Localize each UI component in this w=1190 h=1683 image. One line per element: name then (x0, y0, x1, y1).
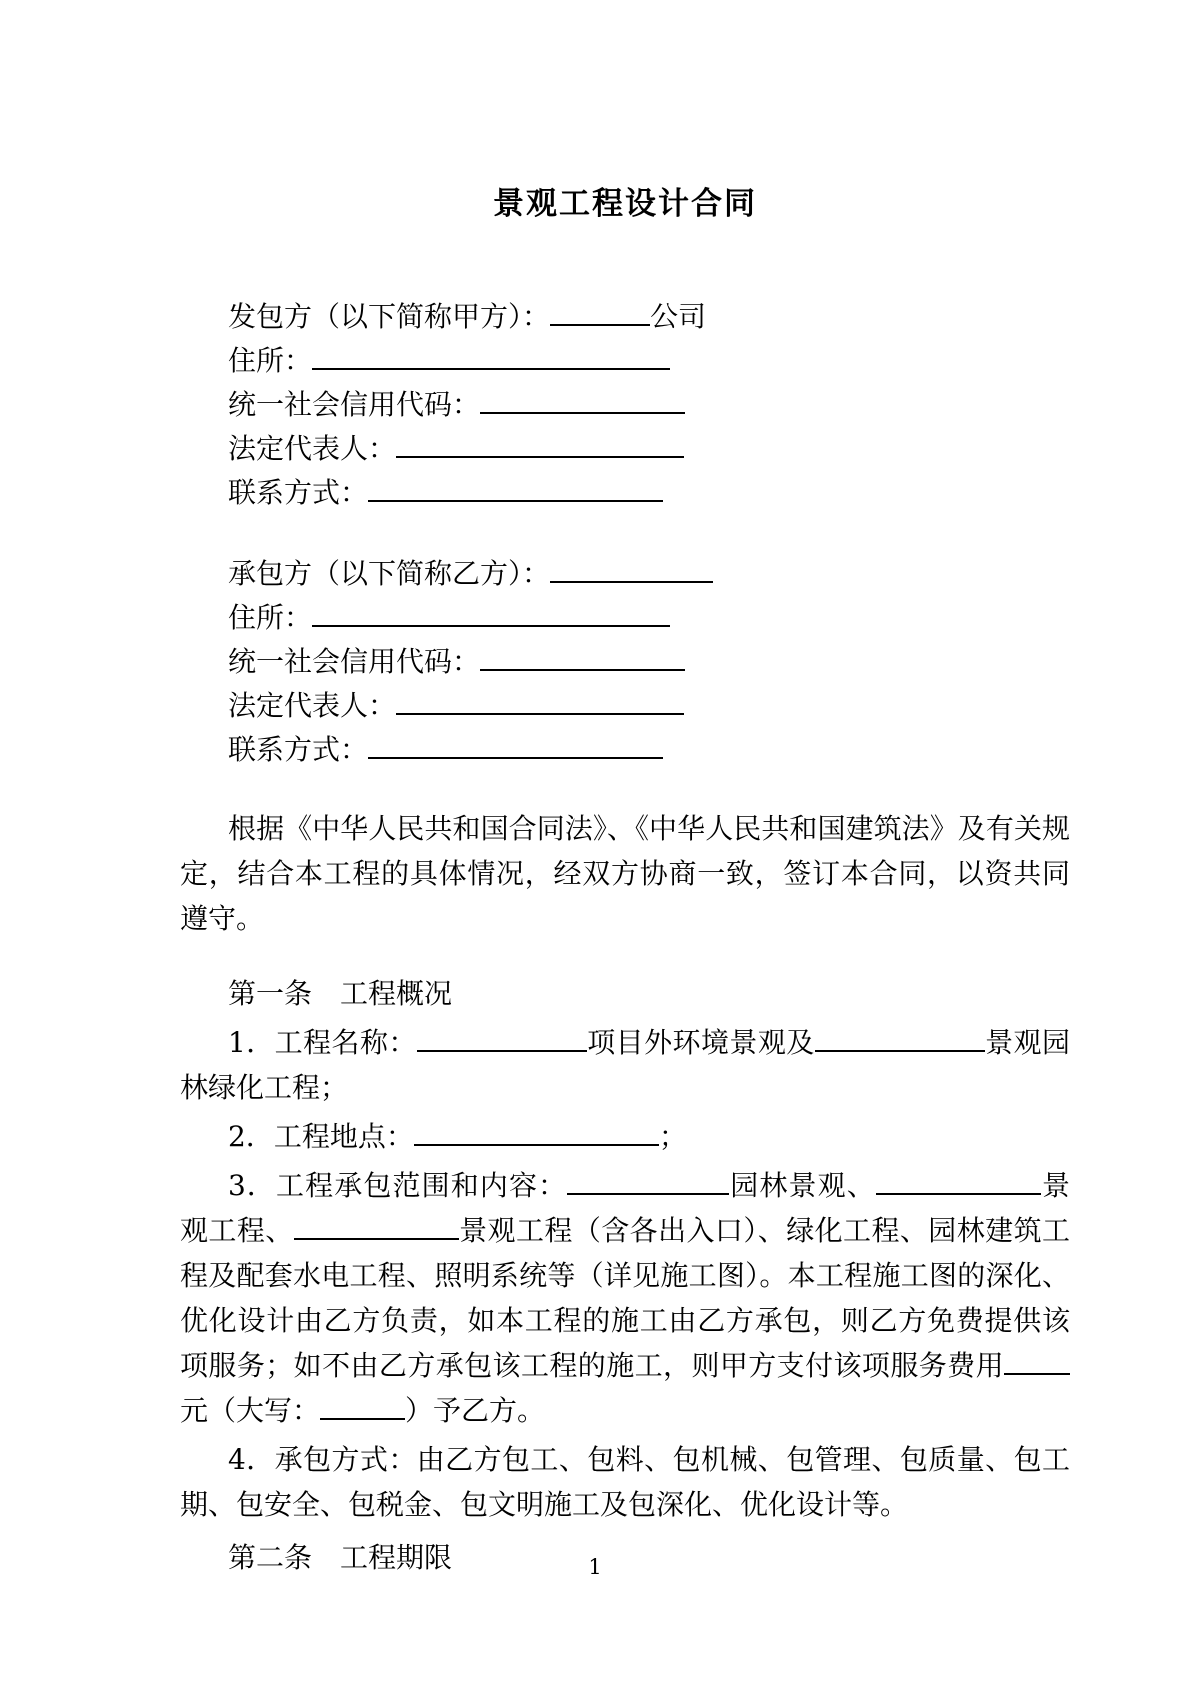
blank-field (320, 1391, 405, 1420)
blank-field (414, 1117, 659, 1146)
party-b-block (180, 552, 1070, 772)
page-number: 1 (588, 1555, 602, 1579)
blank-field (312, 598, 670, 627)
party-b-name-line: 承包方（以下简称乙方）： (180, 552, 1070, 596)
blank-field (417, 1023, 587, 1052)
blank-field (396, 429, 684, 458)
party-a-contact-line: 联系方式： (180, 471, 1070, 515)
blank-field (876, 1166, 1041, 1195)
document-title: 景观工程设计合同 (493, 186, 757, 222)
blank-field (480, 385, 685, 414)
blank-field (312, 341, 670, 370)
party-b-contact-line: 联系方式： (180, 728, 1070, 772)
article-1-item-3: 3．工程承包范围和内容： 园林景观、 景观工程、 景观工程（含各出入口）、绿化工程、园林建筑工程及配套水电工程、照明系统等（详见施工图）。本工程施工图的深化、优化设计由乙方负责，如本工程的施工由乙方承包，则乙方免费提供该项服务；如不由乙方承包该工程的施工，则甲方支付该项服务费用元（大写： ）予乙方。 (180, 1163, 1070, 1433)
party-a-credit-code-line: 统一社会信用代码： (180, 383, 1070, 427)
blank-field (396, 686, 684, 715)
party-b-address-line: 住所： (180, 596, 1070, 640)
page-content (180, 0, 1070, 1580)
party-b-credit-code-line: 统一社会信用代码： (180, 640, 1070, 684)
blank-field (815, 1023, 985, 1052)
blank-field (480, 642, 685, 671)
blank-field (550, 297, 650, 326)
blank-field (550, 554, 713, 583)
party-a-address-line: 住所： (180, 339, 1070, 383)
article-1-item-1: 1．工程名称： 项目外环境景观及 景观园林绿化工程； (180, 1020, 1070, 1110)
article-1-item-2: 2．工程地点： ； (180, 1114, 1070, 1159)
preamble-paragraph: 根据《中华人民共和国合同法》、《中华人民共和国建筑法》及有关规定，结合本工程的具体情况，经双方协商一致，签订本合同，以资共同遵守。 (180, 812, 1070, 935)
blank-field (567, 1166, 729, 1195)
article-1-item-4: 4．承包方式：由乙方包工、包料、包机械、包管理、包质量、包工期、包安全、包税金、包文明施工及包深化、优化设计等。 (180, 1443, 1070, 1521)
party-a-legal-rep-line: 法定代表人： (180, 427, 1070, 471)
article-1-heading: 第一条 工程概况 (228, 977, 453, 1010)
party-b-legal-rep-line: 法定代表人： (180, 684, 1070, 728)
blank-field (294, 1211, 459, 1240)
blank-field (368, 473, 663, 502)
party-a-block (180, 295, 1070, 515)
blank-field (368, 730, 663, 759)
article-2-heading: 第二条 工程期限 (228, 1541, 453, 1574)
blank-field (1004, 1346, 1070, 1375)
party-a-name-line: 发包方（以下简称甲方）： 公司 (180, 295, 1070, 339)
